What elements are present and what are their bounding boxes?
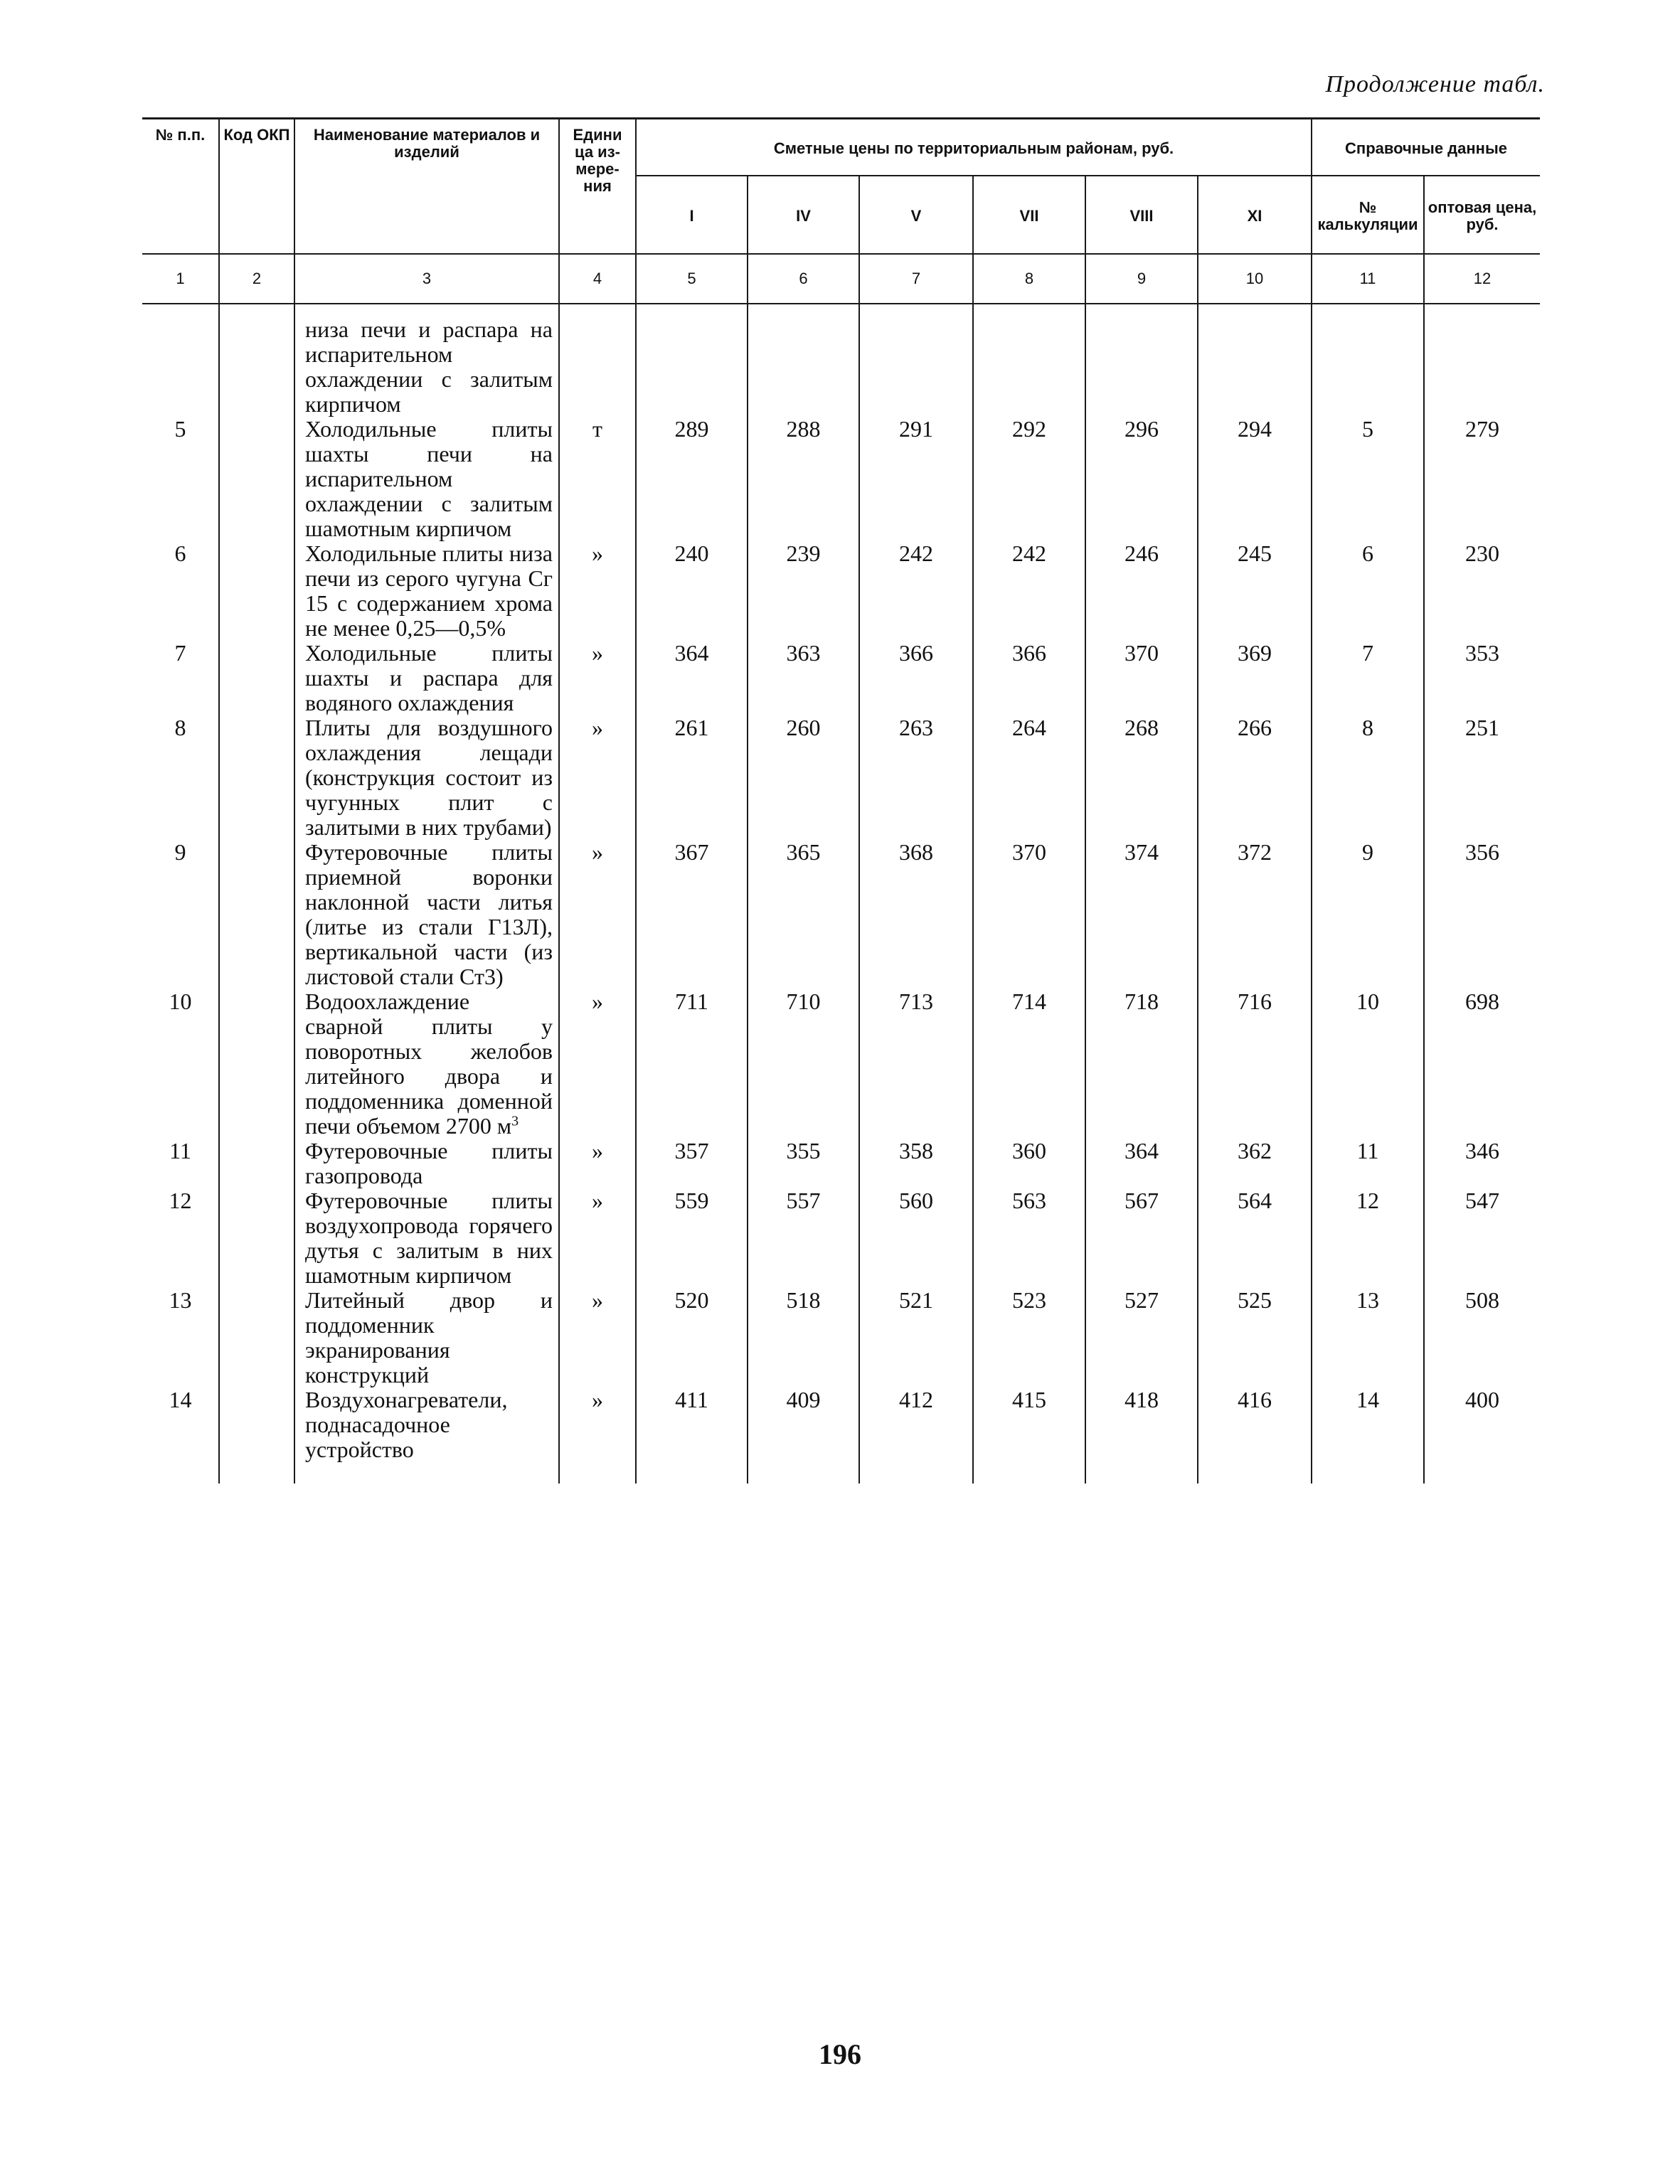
row-price bbox=[1198, 304, 1312, 417]
row-price: 374 bbox=[1085, 840, 1198, 989]
row-price bbox=[636, 304, 748, 417]
column-number: 8 bbox=[973, 254, 1085, 304]
row-number: 13 bbox=[142, 1288, 219, 1387]
row-name-superscript: 3 bbox=[511, 1112, 519, 1129]
row-wholesale bbox=[1424, 304, 1540, 417]
row-price: 412 bbox=[859, 1387, 973, 1483]
row-wholesale: 698 bbox=[1424, 989, 1540, 1139]
row-name bbox=[294, 715, 559, 840]
row-unit bbox=[559, 304, 636, 417]
row-unit: » bbox=[559, 1387, 636, 1483]
row-price: 521 bbox=[859, 1288, 973, 1387]
row-price: 560 bbox=[859, 1188, 973, 1288]
header-unit: Едини ца из-мере-ния bbox=[559, 119, 636, 254]
row-price: 360 bbox=[973, 1139, 1085, 1188]
row-price: 370 bbox=[973, 840, 1085, 989]
row-price: 567 bbox=[1085, 1188, 1198, 1288]
row-name-text: Футеровочные плиты приемной воронки наклонной части литья (литье из стали Г13Л), вертикальной части (из листовой стали Ст3) bbox=[305, 838, 553, 989]
row-price: 358 bbox=[859, 1139, 973, 1188]
row-calc-no: 10 bbox=[1312, 989, 1424, 1139]
row-price: 409 bbox=[748, 1387, 859, 1483]
row-calc-no: 9 bbox=[1312, 840, 1424, 989]
row-number: 12 bbox=[142, 1188, 219, 1288]
column-number: 5 bbox=[636, 254, 748, 304]
row-name bbox=[294, 304, 559, 417]
header-region: XI bbox=[1198, 176, 1312, 254]
row-price: 260 bbox=[748, 715, 859, 840]
row-price: 710 bbox=[748, 989, 859, 1139]
row-wholesale: 251 bbox=[1424, 715, 1540, 840]
column-number-row bbox=[142, 254, 1540, 304]
row-price: 718 bbox=[1085, 989, 1198, 1139]
row-unit: » bbox=[559, 715, 636, 840]
row-number: 5 bbox=[142, 417, 219, 541]
row-name bbox=[294, 641, 559, 715]
row-name bbox=[294, 1387, 559, 1483]
row-price: 713 bbox=[859, 989, 973, 1139]
row-price: 288 bbox=[748, 417, 859, 541]
row-price: 714 bbox=[973, 989, 1085, 1139]
row-price: 372 bbox=[1198, 840, 1312, 989]
row-price: 289 bbox=[636, 417, 748, 541]
continuation-label: Продолжение табл. bbox=[1325, 71, 1545, 97]
row-name-text: Холодильные плиты шахты печи на испарительном охлаждении с залитым шамотным кирпичом bbox=[305, 415, 553, 541]
header-reference-group: Справочные данные bbox=[1312, 119, 1540, 176]
header-region: VIII bbox=[1085, 176, 1198, 254]
row-price: 525 bbox=[1198, 1288, 1312, 1387]
row-price: 266 bbox=[1198, 715, 1312, 840]
row-code bbox=[219, 541, 294, 641]
row-calc-no: 6 bbox=[1312, 541, 1424, 641]
row-name-text: Футеровочные плиты воздухопровода горячего дутья с залитым в них шамотным кирпичом bbox=[305, 1187, 553, 1288]
row-price: 520 bbox=[636, 1288, 748, 1387]
row-price bbox=[859, 304, 973, 417]
row-price: 415 bbox=[973, 1387, 1085, 1483]
row-price: 294 bbox=[1198, 417, 1312, 541]
column-number: 6 bbox=[748, 254, 859, 304]
row-name-text: Воздухонагреватели, поднасадочное устройство bbox=[305, 1386, 508, 1462]
row-price: 716 bbox=[1198, 989, 1312, 1139]
row-price: 564 bbox=[1198, 1188, 1312, 1288]
row-price: 368 bbox=[859, 840, 973, 989]
header-region: VII bbox=[973, 176, 1085, 254]
table-row bbox=[142, 1387, 1540, 1483]
table-row bbox=[142, 304, 1540, 417]
row-price: 357 bbox=[636, 1139, 748, 1188]
row-name bbox=[294, 989, 559, 1139]
row-price: 364 bbox=[1085, 1139, 1198, 1188]
row-calc-no: 14 bbox=[1312, 1387, 1424, 1483]
row-number: 6 bbox=[142, 541, 219, 641]
row-price: 261 bbox=[636, 715, 748, 840]
header-region: I bbox=[636, 176, 748, 254]
row-price: 240 bbox=[636, 541, 748, 641]
row-unit: » bbox=[559, 840, 636, 989]
row-code bbox=[219, 715, 294, 840]
row-code bbox=[219, 304, 294, 417]
row-calc-no: 8 bbox=[1312, 715, 1424, 840]
table-row bbox=[142, 417, 1540, 541]
row-name-text: низа печи и распара на испарительном охлаждении с залитым кирпичом bbox=[305, 316, 553, 417]
row-price bbox=[748, 304, 859, 417]
row-price: 363 bbox=[748, 641, 859, 715]
row-number: 11 bbox=[142, 1139, 219, 1188]
row-calc-no: 5 bbox=[1312, 417, 1424, 541]
row-price: 245 bbox=[1198, 541, 1312, 641]
row-name-text: Футеровочные плиты газопровода bbox=[305, 1137, 553, 1188]
row-name-text: Водоохлаждение сварной плиты у поворотных желобов литейного двора и поддоменника доменной печи объемом 2700 м bbox=[305, 988, 553, 1139]
column-number: 9 bbox=[1085, 254, 1198, 304]
row-price bbox=[1085, 304, 1198, 417]
row-price: 518 bbox=[748, 1288, 859, 1387]
column-number: 11 bbox=[1312, 254, 1424, 304]
table-body bbox=[142, 304, 1540, 1483]
table-header bbox=[142, 119, 1540, 304]
table-row bbox=[142, 840, 1540, 989]
row-name bbox=[294, 840, 559, 989]
row-price: 355 bbox=[748, 1139, 859, 1188]
header-calc-no: № калькуляции bbox=[1312, 176, 1424, 254]
row-number: 10 bbox=[142, 989, 219, 1139]
row-price: 246 bbox=[1085, 541, 1198, 641]
row-price bbox=[973, 304, 1085, 417]
row-price: 418 bbox=[1085, 1387, 1198, 1483]
row-calc-no: 13 bbox=[1312, 1288, 1424, 1387]
row-code bbox=[219, 989, 294, 1139]
row-price: 370 bbox=[1085, 641, 1198, 715]
row-wholesale: 508 bbox=[1424, 1288, 1540, 1387]
row-price: 296 bbox=[1085, 417, 1198, 541]
row-name bbox=[294, 1139, 559, 1188]
row-price: 369 bbox=[1198, 641, 1312, 715]
row-name-text: Плиты для воздушного охлаждения лещади (конструкция состоит из чугунных плит с залитыми в них трубами) bbox=[305, 714, 553, 840]
row-price: 268 bbox=[1085, 715, 1198, 840]
row-number: 9 bbox=[142, 840, 219, 989]
row-unit: » bbox=[559, 1139, 636, 1188]
row-price: 242 bbox=[859, 541, 973, 641]
column-number: 4 bbox=[559, 254, 636, 304]
table-row bbox=[142, 1139, 1540, 1188]
row-calc-no: 7 bbox=[1312, 641, 1424, 715]
row-number: 7 bbox=[142, 641, 219, 715]
row-price: 362 bbox=[1198, 1139, 1312, 1188]
table-row bbox=[142, 1188, 1540, 1288]
row-name bbox=[294, 541, 559, 641]
column-number: 3 bbox=[294, 254, 559, 304]
header-wholesale: оптовая цена, руб. bbox=[1424, 176, 1540, 254]
row-code bbox=[219, 1387, 294, 1483]
row-unit: » bbox=[559, 541, 636, 641]
row-calc-no: 11 bbox=[1312, 1139, 1424, 1188]
table-row bbox=[142, 641, 1540, 715]
row-price: 263 bbox=[859, 715, 973, 840]
row-wholesale: 353 bbox=[1424, 641, 1540, 715]
row-price: 559 bbox=[636, 1188, 748, 1288]
header-region: IV bbox=[748, 176, 859, 254]
header-region: V bbox=[859, 176, 973, 254]
row-price: 292 bbox=[973, 417, 1085, 541]
column-number: 2 bbox=[219, 254, 294, 304]
price-table-container bbox=[142, 117, 1540, 1483]
row-number: 14 bbox=[142, 1387, 219, 1483]
table-row bbox=[142, 541, 1540, 641]
table-row bbox=[142, 715, 1540, 840]
row-price: 367 bbox=[636, 840, 748, 989]
row-calc-no bbox=[1312, 304, 1424, 417]
row-name-text: Литейный двор и поддоменник экранирования конструкций bbox=[305, 1287, 553, 1387]
row-price: 291 bbox=[859, 417, 973, 541]
page-number: 196 bbox=[819, 2038, 861, 2070]
header-no: № п.п. bbox=[142, 119, 219, 254]
row-code bbox=[219, 840, 294, 989]
column-number: 1 bbox=[142, 254, 219, 304]
row-price: 365 bbox=[748, 840, 859, 989]
row-name-text: Холодильные плиты шахты и распара для водяного охлаждения bbox=[305, 639, 553, 715]
column-number: 12 bbox=[1424, 254, 1540, 304]
row-price: 366 bbox=[973, 641, 1085, 715]
row-price: 366 bbox=[859, 641, 973, 715]
row-name-text: Холодильные плиты низа печи из серого чугуна Сг 15 с содержанием хрома не менее 0,25—0,5% bbox=[305, 540, 553, 641]
row-unit: » bbox=[559, 641, 636, 715]
row-code bbox=[219, 1288, 294, 1387]
row-wholesale: 547 bbox=[1424, 1188, 1540, 1288]
row-price: 563 bbox=[973, 1188, 1085, 1288]
row-code bbox=[219, 641, 294, 715]
row-unit: т bbox=[559, 417, 636, 541]
table-row bbox=[142, 1288, 1540, 1387]
row-unit: » bbox=[559, 1188, 636, 1288]
column-number: 10 bbox=[1198, 254, 1312, 304]
header-prices-group: Сметные цены по территориальным районам, руб. bbox=[636, 119, 1312, 176]
price-table bbox=[142, 117, 1540, 1483]
row-calc-no: 12 bbox=[1312, 1188, 1424, 1288]
row-number: 8 bbox=[142, 715, 219, 840]
row-name bbox=[294, 1288, 559, 1387]
row-wholesale: 279 bbox=[1424, 417, 1540, 541]
row-price: 264 bbox=[973, 715, 1085, 840]
header-name: Наименование материалов и изделий bbox=[294, 119, 559, 254]
row-price: 364 bbox=[636, 641, 748, 715]
row-wholesale: 230 bbox=[1424, 541, 1540, 641]
row-price: 557 bbox=[748, 1188, 859, 1288]
row-price: 239 bbox=[748, 541, 859, 641]
row-wholesale: 400 bbox=[1424, 1387, 1540, 1483]
row-unit: » bbox=[559, 989, 636, 1139]
row-code bbox=[219, 1139, 294, 1188]
row-name bbox=[294, 417, 559, 541]
row-price: 416 bbox=[1198, 1387, 1312, 1483]
row-price: 411 bbox=[636, 1387, 748, 1483]
row-wholesale: 356 bbox=[1424, 840, 1540, 989]
row-number bbox=[142, 304, 219, 417]
column-number: 7 bbox=[859, 254, 973, 304]
row-code bbox=[219, 1188, 294, 1288]
header-code: Код ОКП bbox=[219, 119, 294, 254]
row-wholesale: 346 bbox=[1424, 1139, 1540, 1188]
row-price: 242 bbox=[973, 541, 1085, 641]
row-name bbox=[294, 1188, 559, 1288]
row-price: 711 bbox=[636, 989, 748, 1139]
row-price: 523 bbox=[973, 1288, 1085, 1387]
row-price: 527 bbox=[1085, 1288, 1198, 1387]
table-row bbox=[142, 989, 1540, 1139]
row-code bbox=[219, 417, 294, 541]
row-unit: » bbox=[559, 1288, 636, 1387]
